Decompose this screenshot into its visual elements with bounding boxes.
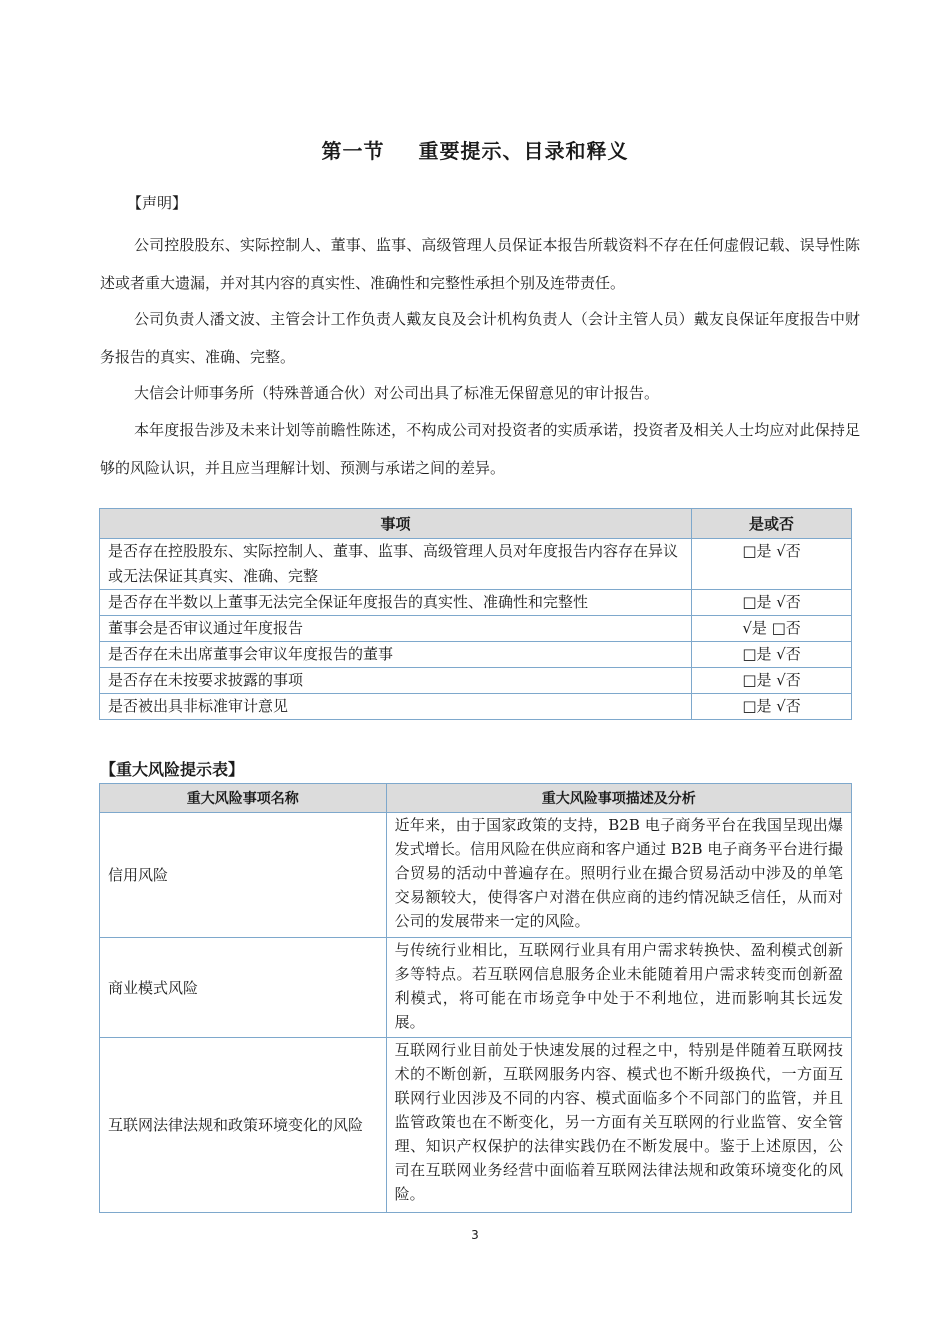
table-row: [100, 694, 852, 720]
page-number: 3: [471, 1228, 479, 1242]
answer-cell: □是 √否: [692, 642, 852, 668]
answer-cell: √是 □否: [692, 616, 852, 642]
section-title: 重要提示、目录和释义: [418, 139, 629, 163]
section-number: 第一节: [321, 139, 385, 163]
risk-desc-cell: 互联网行业目前处于快速发展的过程之中，特别是伴随着互联网技术的不断创新，互联网服务内容、模式也不断升级换代，一方面互联网行业因涉及不同的内容、模式面临多个不同部门的监管，并且监管政策也在不断变化，另一方面有关互联网的行业监管、安全管理、知识产权保护的法律实践仍在不断发展中。鉴于上述原因，公司在互联网业务经营中面临着互联网法律法规和政策环境变化的风险。: [386, 1038, 851, 1213]
risk-desc-cell: 与传统行业相比，互联网行业具有用户需求转换快、盈利模式创新多等特点。若互联网信息服务企业未能随着用户需求转变而创新盈利模式，将可能在市场竞争中处于不利地位，进而影响其长远发展。: [386, 938, 851, 1038]
declaration-paragraph-3: 大信会计师事务所（特殊普通合伙）对公司出具了标准无保留意见的审计报告。: [134, 384, 660, 402]
risk-table: [99, 783, 852, 1213]
table-row: [100, 1038, 852, 1213]
table-row: [100, 590, 852, 616]
table-row: [100, 813, 852, 938]
table-row: [100, 616, 852, 642]
risk-name-cell: 商业模式风险: [100, 938, 387, 1038]
question-cell: 是否被出具非标准审计意见: [100, 694, 692, 720]
question-cell: 是否存在未按要求披露的事项: [100, 668, 692, 694]
risk-desc-cell: 近年来，由于国家政策的支持，B2B 电子商务平台在我国呈现出爆发式增长。信用风险在供应商和客户通过 B2B 电子商务平台进行撮合贸易的活动中普遍存在。照明行业在撮合贸易活动中涉及的单笔交易额较大，使得客户对潜在供应商的违约情况缺乏信任，从而对公司的发展带来一定的风险。: [386, 813, 851, 938]
answer-cell: □是 √否: [692, 539, 852, 590]
declaration-paragraph-2: 公司负责人潘文波、主管会计工作负责人戴友良及会计机构负责人（会计主管人员）戴友良保证年度报告中财务报告的真实、准确、完整。: [100, 310, 860, 366]
answer-cell: □是 √否: [692, 668, 852, 694]
question-cell: 董事会是否审议通过年度报告: [100, 616, 692, 642]
confirmation-header-row: [100, 509, 852, 539]
risk-header-row: [100, 784, 852, 813]
column-header-risk-name: 重大风险事项名称: [100, 784, 387, 813]
column-header-item: 事项: [100, 509, 692, 539]
section-heading: [0, 135, 950, 164]
confirmation-table: [99, 508, 852, 720]
declaration-label: 【声明】: [127, 194, 188, 212]
question-cell: 是否存在未出席董事会审议年度报告的董事: [100, 642, 692, 668]
answer-cell: □是 √否: [692, 590, 852, 616]
table-row: [100, 539, 852, 590]
declaration-paragraph-4: 本年度报告涉及未来计划等前瞻性陈述，不构成公司对投资者的实质承诺，投资者及相关人士均应对此保持足够的风险认识，并且应当理解计划、预测与承诺之间的差异。: [100, 421, 860, 477]
answer-cell: □是 √否: [692, 694, 852, 720]
question-cell: 是否存在半数以上董事无法完全保证年度报告的真实性、准确性和完整性: [100, 590, 692, 616]
declaration-paragraph-1: 公司控股股东、实际控制人、董事、监事、高级管理人员保证本报告所载资料不存在任何虚假记载、误导性陈述或者重大遗漏，并对其内容的真实性、准确性和完整性承担个别及连带责任。: [100, 236, 860, 292]
risk-name-cell: 互联网法律法规和政策环境变化的风险: [100, 1038, 387, 1213]
table-row: [100, 668, 852, 694]
risk-table-title: 【重大风险提示表】: [100, 760, 245, 779]
question-cell: 是否存在控股股东、实际控制人、董事、监事、高级管理人员对年度报告内容存在异议或无法保证其真实、准确、完整: [100, 539, 692, 590]
table-row: [100, 642, 852, 668]
column-header-answer: 是或否: [692, 509, 852, 539]
column-header-risk-desc: 重大风险事项描述及分析: [386, 784, 851, 813]
table-row: [100, 938, 852, 1038]
risk-name-cell: 信用风险: [100, 813, 387, 938]
